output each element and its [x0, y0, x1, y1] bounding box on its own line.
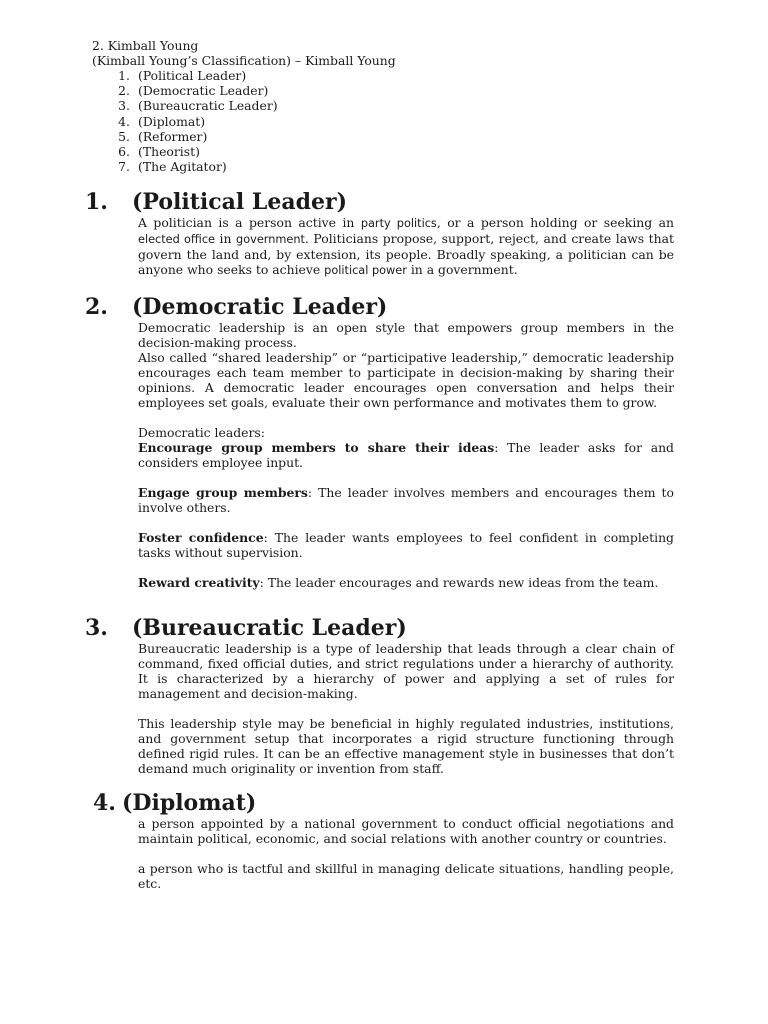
classification-list	[92, 68, 692, 174]
list-item: 2. (Democratic Leader)	[118, 83, 269, 99]
section-heading: 3. (Bureaucratic Leader)	[85, 615, 407, 641]
section-heading: 2. (Democratic Leader)	[85, 294, 388, 320]
list-item: Reward creativity: The leader encourages and rewards new ideas from the team.	[138, 575, 659, 590]
paragraph: a person who is tactful and skillful in managing delicate situations, handling people, etc.	[138, 861, 674, 891]
section-political-leader	[0, 189, 768, 278]
section-diplomat	[0, 790, 768, 891]
header-line-1: 2. Kimball Young	[92, 38, 199, 53]
section-body	[138, 215, 674, 278]
section-democratic-leader	[0, 294, 768, 590]
paragraph: Democratic leaders:	[138, 425, 265, 440]
section-body	[138, 816, 674, 891]
list-item: 4. (Diplomat)	[118, 113, 206, 129]
paragraph: This leadership style may be beneficial in highly regulated industries, institutions, and government setup that incorporates a rigid structure functioning through defined rigid rules. It can be an effective management style in businesses that don’t demand much originality or invention from staff.	[138, 716, 674, 776]
list-item: Engage group members: The leader involves members and encourages them to involve others.	[138, 485, 674, 515]
list-item: Foster confidence: The leader wants employees to feel confident in completing tasks without supervision.	[138, 530, 674, 560]
list-item: 3. (Bureaucratic Leader)	[118, 98, 278, 114]
section-bureaucratic-leader	[0, 615, 768, 776]
list-item: Encourage group members to share their ideas: The leader asks for and considers employee input.	[138, 440, 674, 470]
list-item: 5. (Reformer)	[118, 128, 208, 144]
section-body	[138, 641, 674, 776]
header-line-2: (Kimball Young’s Classification) – Kimball Young	[92, 53, 396, 68]
paragraph: Bureaucratic leadership is a type of leadership that leads through a clear chain of command, fixed official duties, and strict regulations under a hierarchy of authority. It is characterized by a hierarchy of power and applying a set of rules for management and decision-making.	[138, 641, 674, 701]
paragraph: A politician is a person active in party politics, or a person holding or seeking an elected office in government. Politicians propose, support, reject, and create laws that govern the land and, by extension, its people. Broadly speaking, a politician can be anyone who seeks to achieve political power in a government.	[138, 215, 675, 277]
section-heading: 1. (Political Leader)	[85, 189, 348, 215]
paragraph: a person appointed by a national government to conduct official negotiations and maintain political, economic, and social relations with another country or countries.	[138, 816, 674, 846]
list-item: 1. (Political Leader)	[118, 68, 247, 83]
section-body	[138, 320, 674, 590]
section-heading: 4. (Diplomat)	[93, 790, 257, 816]
header-block	[92, 38, 692, 174]
paragraph: Democratic leadership is an open style that empowers group members in the decision-making process.	[138, 320, 674, 350]
list-item: 7. (The Agitator)	[118, 159, 227, 175]
list-item: 6. (Theorist)	[118, 143, 200, 159]
paragraph: Also called “shared leadership” or “participative leadership,” democratic leadership encourages each team member to participate in decision-making by sharing their opinions. A democratic leader encourages open conversation and helps their employees set goals, evaluate their own performance and motivates them to grow.	[138, 350, 674, 410]
